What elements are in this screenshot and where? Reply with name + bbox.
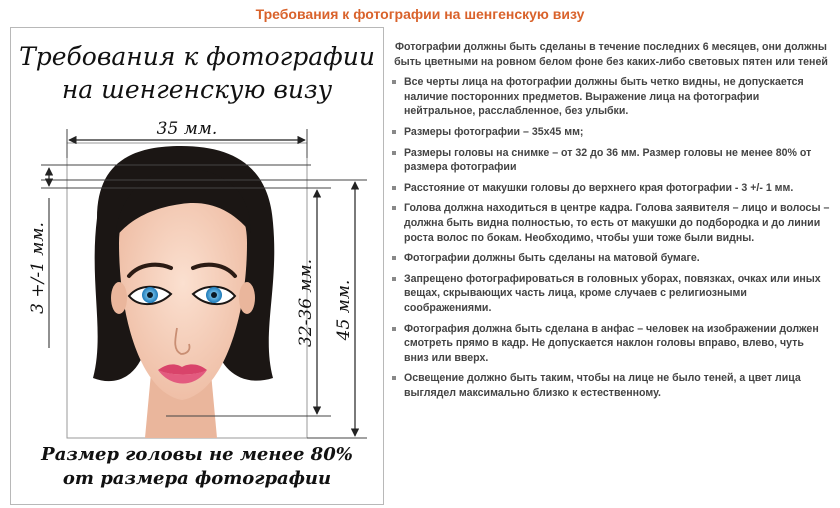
list-item-text: Голова должна находиться в центре кадра. Голова заявителя – лицо и волосы – должна быть видна полностью, то есть от макушки до подбородка и до линии роста волос по бокам. Необходимо, чтобы уши тоже были видны.: [404, 202, 830, 244]
list-item-text: Фотографии должны быть сделаны на матовой бумаге.: [404, 252, 700, 265]
bullet-icon: [392, 130, 396, 134]
list-item-text: Запрещено фотографироваться в головных уборах, повязках, очках или иных вещах, скрывающих часть лица, кроме случаев с религиозными соображениями.: [404, 272, 821, 314]
bullet-icon: [392, 327, 396, 331]
list-item: [392, 125, 830, 140]
card-caption-line-2: от размера фотографии: [62, 468, 332, 489]
list-item: [392, 371, 830, 400]
list-item: [392, 322, 830, 366]
list-item-text: Фотография должна быть сделана в анфас – человек на изображении должен смотреть прямо в кадр. Не допускается наклон головы вправо, влево, чуть вниз или вверх.: [404, 322, 819, 364]
bullet-icon: [392, 376, 396, 380]
left-ear: [111, 282, 127, 314]
right-ear: [239, 282, 255, 314]
list-item-text: Все черты лица на фотографии должны быть четко видны, не допускается наличие посторонних предметов. Выражение лица на фотографии нейтральное, расслабленное, без улыбки.: [404, 76, 804, 118]
list-item-text: Расстояние от макушки головы до верхнего края фотографии - 3 +/- 1 мм.: [404, 181, 794, 194]
bullet-icon: [392, 256, 396, 260]
photo-requirements-card: [10, 27, 384, 505]
list-item: [392, 272, 830, 316]
bullet-icon: [392, 206, 396, 210]
list-item: [392, 181, 830, 196]
card-caption-line-1: Размер головы не менее 80%: [41, 444, 353, 465]
list-item-text: Размеры фотографии – 35х45 мм;: [404, 125, 584, 138]
top-gap-label: 3 +/-1 мм.: [28, 222, 48, 314]
list-item: [392, 251, 830, 266]
width-label: 35 мм.: [156, 119, 218, 139]
card-title-line-2: на шенгенскую визу: [61, 75, 333, 104]
card-caption: [11, 443, 383, 491]
card-title-line-1: Требования к фотографии: [19, 42, 375, 71]
photo-height-label: 45 мм.: [334, 279, 354, 341]
bullet-icon: [392, 151, 396, 155]
list-item: [392, 75, 830, 119]
list-item-text: Освещение должно быть таким, чтобы на лице не было теней, а цвет лица выглядел максимально близко к естественному.: [404, 372, 801, 399]
requirements-list: [392, 40, 830, 406]
bullet-icon: [392, 80, 396, 84]
bullet-icon: [392, 277, 396, 281]
requirements-intro: Фотографии должны быть сделаны в течение последних 6 месяцев, они должны быть цветными на ровном белом фоне без каких-либо световых пятен или теней: [394, 41, 828, 68]
list-item: [392, 201, 830, 245]
head-size-label: 32-36 мм.: [296, 258, 316, 348]
page-title: Требования к фотографии на шенгенскую визу: [255, 6, 585, 22]
card-title: [11, 40, 383, 106]
bullet-icon: [392, 186, 396, 190]
list-item-text: Размеры головы на снимке – от 32 до 36 мм. Размер головы не менее 80% от размера фотографии: [404, 146, 812, 174]
list-item: [392, 146, 830, 175]
